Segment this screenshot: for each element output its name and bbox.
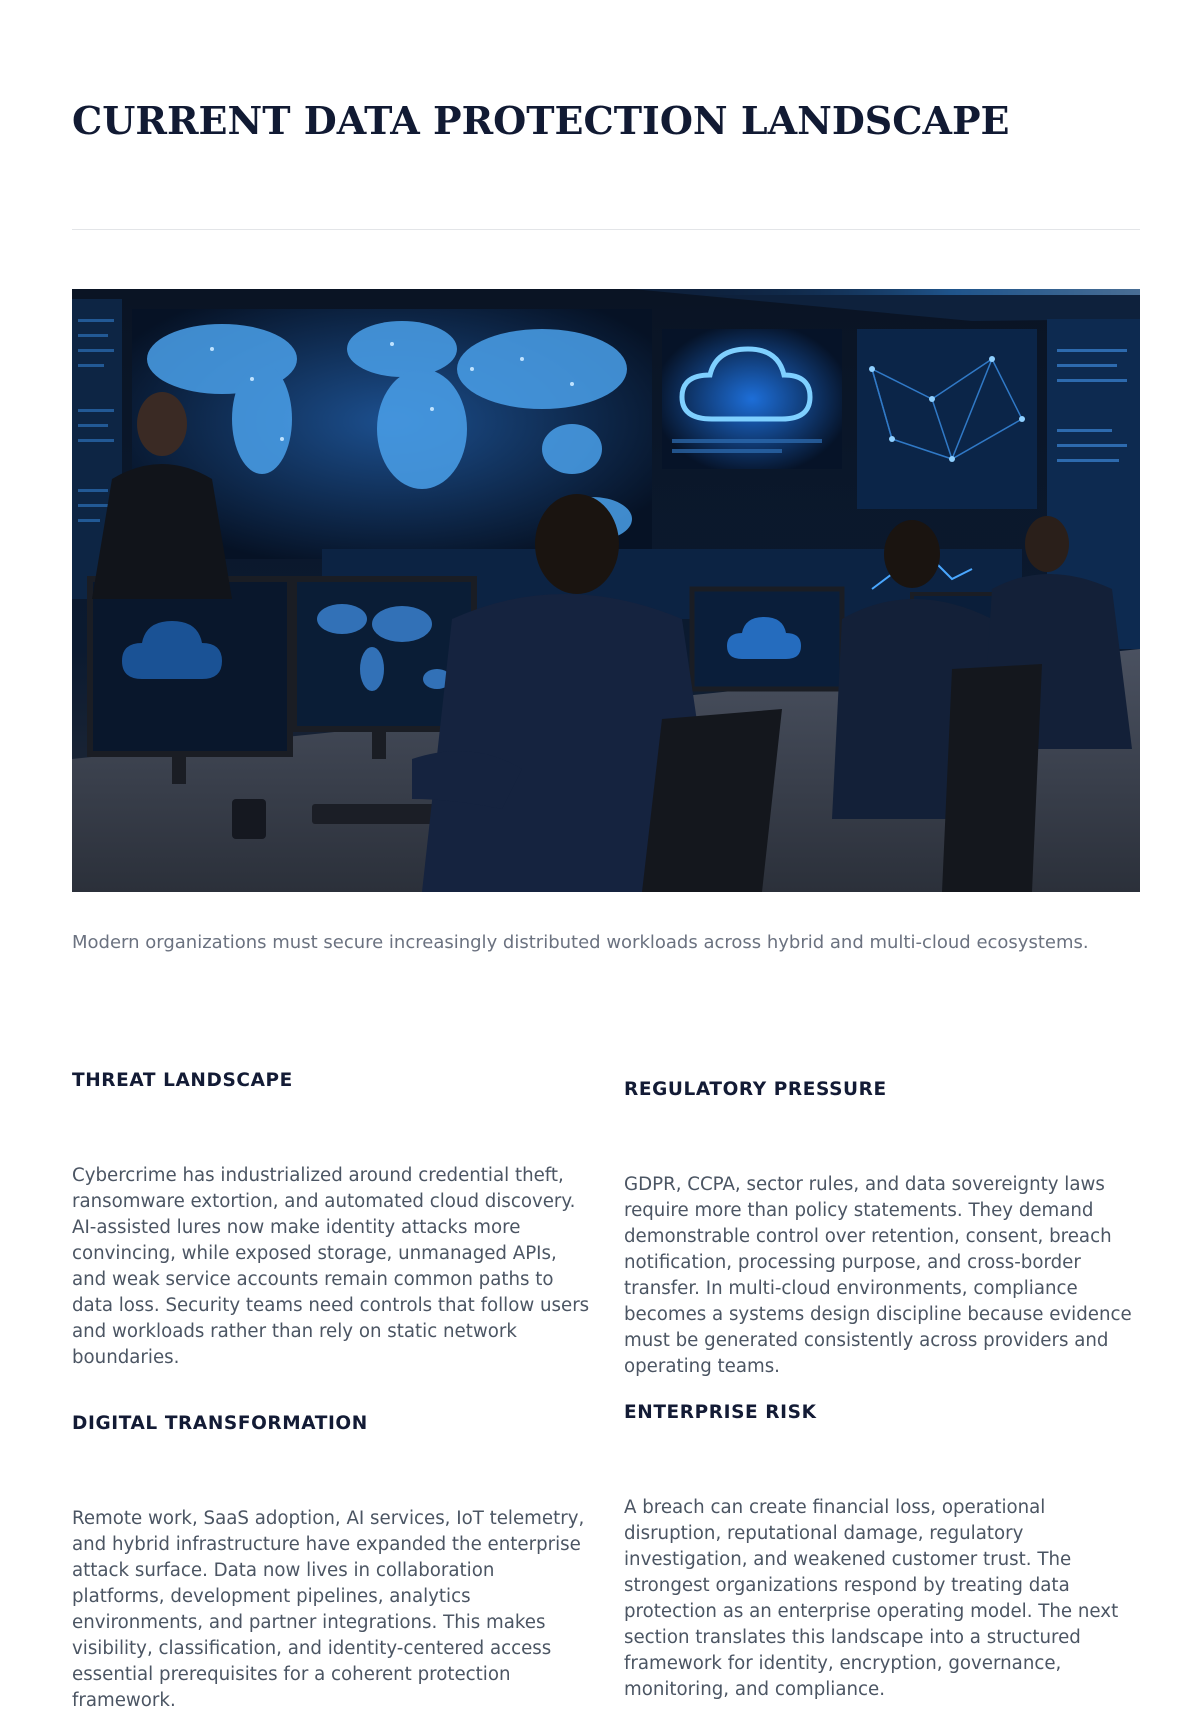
hero-image — [72, 289, 1140, 892]
regulatory-pressure-heading: REGULATORY PRESSURE — [624, 1079, 887, 1100]
digital-transformation-body: Remote work, SaaS adoption, AI services, IoT telemetry, and hybrid infrastructure have expanded the enterprise attack surface. Data now lives in collaboration platforms, development pipelines, analytics environments, and partner integrations. This makes visibility, classification, and identity-centered access essential prerequisites for a coherent protection framework. — [72, 1508, 585, 1711]
digital-transformation-heading: DIGITAL TRANSFORMATION — [72, 1413, 368, 1434]
enterprise-risk-heading: ENTERPRISE RISK — [624, 1402, 817, 1423]
hero-caption: Modern organizations must secure increasingly distributed workloads across hybrid and multi-cloud ecosystems. — [72, 932, 1089, 953]
threat-landscape-body: Cybercrime has industrialized around credential theft, ransomware extortion, and automated cloud discovery. AI-assisted lures now make identity attacks more convincing, while exposed storage, unmanaged APIs, and weak service accounts remain common paths to data loss. Security teams need controls that follow users and workloads rather than rely on static network boundaries. — [72, 1165, 590, 1368]
threat-landscape-heading: THREAT LANDSCAPE — [72, 1070, 293, 1091]
regulatory-pressure-body: GDPR, CCPA, sector rules, and data sovereignty laws require more than policy statements. They demand demonstrable control over retention, consent, breach notification, processing purpose, and cross-border transfer. In multi-cloud environments, compliance becomes a systems design discipline because evidence must be generated consistently across providers and operating teams. — [624, 1174, 1132, 1377]
divider — [72, 229, 1140, 230]
enterprise-risk-body: A breach can create financial loss, operational disruption, reputational damage, regulatory investigation, and weakened customer trust. The strongest organizations respond by treating data protection as an enterprise operating model. The next section translates this landscape into a structured framework for identity, encryption, governance, monitoring, and compliance. — [624, 1497, 1119, 1700]
security-operations-center-photo-icon — [72, 289, 1140, 892]
page-title: CURRENT DATA PROTECTION LANDSCAPE — [72, 98, 1010, 143]
